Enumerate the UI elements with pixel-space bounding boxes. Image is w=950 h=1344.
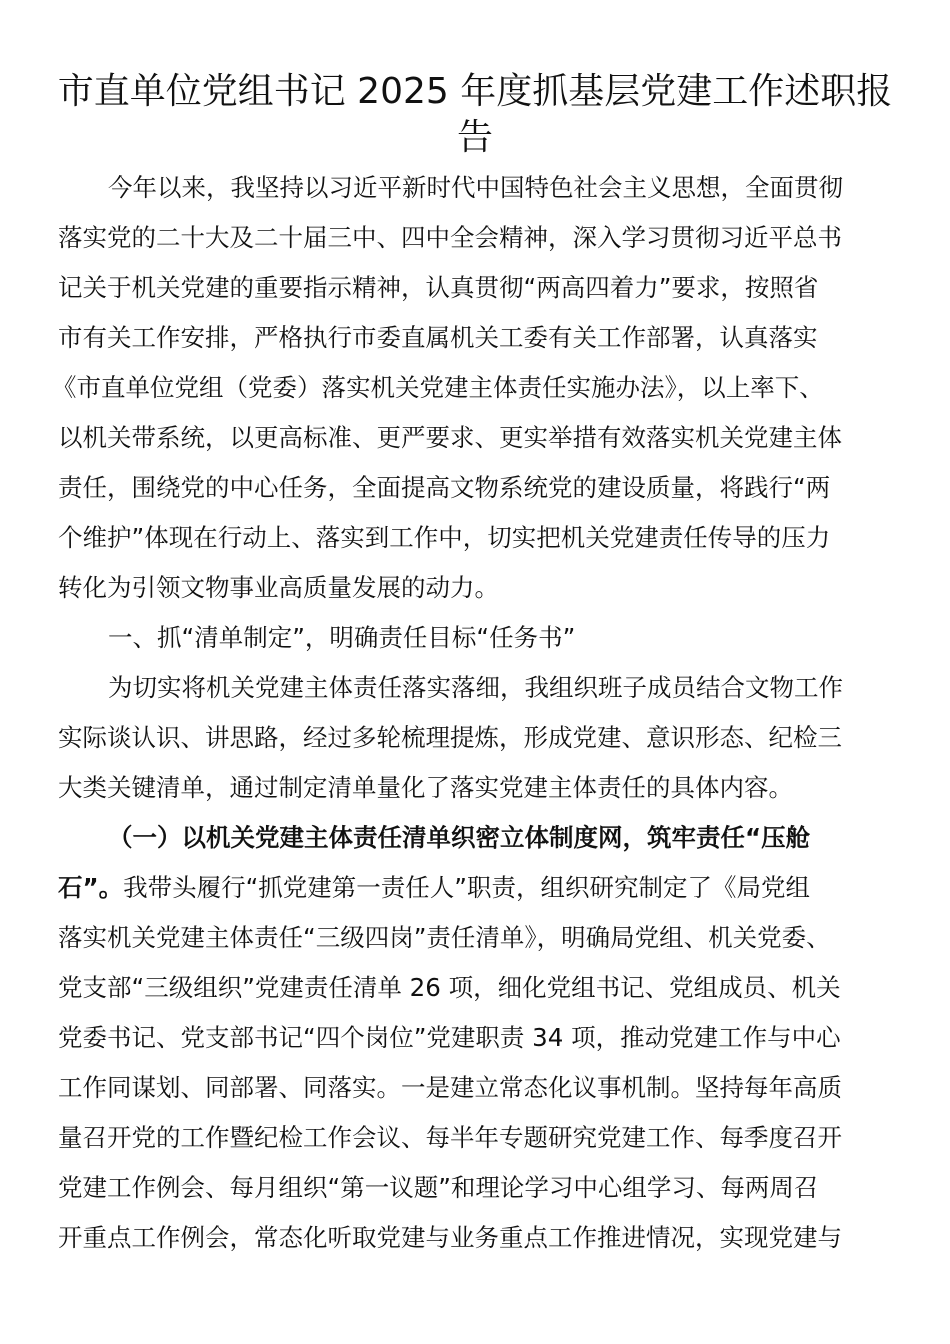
body-line: 《市直单位党组（党委）落实机关党建主体责任实施办法》，以上率下、	[52, 373, 824, 402]
body-line: 党建工作例会、每月组织“第一议题”和理论学习中心组学习、每两周召	[58, 1173, 819, 1202]
body-line: 党支部“三级组织”党建责任清单 26 项，细化党组书记、党组成员、机关	[58, 973, 841, 1002]
section-heading-1: 一、抓“清单制定”，明确责任目标“任务书”	[108, 623, 576, 652]
body-line: 责任，围绕党的中心任务，全面提高文物系统党的建设质量，将践行“两	[58, 473, 831, 502]
body-line: 量召开党的工作暨纪检工作会议、每半年专题研究党建工作、每季度召开	[58, 1123, 842, 1152]
body-line: 落实机关党建主体责任“三级四岗”责任清单》，明确局党组、机关党委、	[58, 923, 831, 952]
body-line: 转化为引领文物事业高质量发展的动力。	[58, 573, 499, 602]
body-line: 记关于机关党建的重要指示精神，认真贯彻“两高四着力”要求，按照省	[58, 273, 819, 302]
body-line: 党委书记、党支部书记“四个岗位”党建职责 34 项，推动党建工作与中心	[58, 1023, 841, 1052]
body-line: 为切实将机关党建主体责任落实落细，我组织班子成员结合文物工作	[108, 673, 843, 702]
body-line: 大类关键清单，通过制定清单量化了落实党建主体责任的具体内容。	[58, 773, 793, 802]
body-line: 开重点工作例会，常态化听取党建与业务重点工作推进情况，实现党建与	[58, 1223, 842, 1252]
document-title-line-2: 告	[456, 117, 493, 158]
body-line: 今年以来，我坚持以习近平新时代中国特色社会主义思想，全面贯彻	[108, 173, 843, 202]
subsection-heading-1: （一）以机关党建主体责任清单织密立体制度网，筑牢责任“压舱	[108, 823, 811, 852]
body-line	[58, 872, 810, 904]
body-line: 个维护”体现在行动上、落实到工作中，切实把机关党建责任传导的压力	[58, 523, 831, 552]
body-text: 我带头履行“抓党建第一责任人”职责，组织研究制定了《局党组	[123, 873, 810, 902]
body-line: 以机关带系统，以更高标准、更严要求、更实举措有效落实机关党建主体	[58, 423, 842, 452]
body-line: 实际谈认识、讲思路，经过多轮梳理提炼，形成党建、意识形态、纪检三	[58, 723, 842, 752]
body-line: 市有关工作安排，严格执行市委直属机关工委有关工作部署，认真落实	[58, 323, 818, 352]
body-line: 落实党的二十大及二十届三中、四中全会精神，深入学习贯彻习近平总书	[58, 223, 842, 252]
subsection-heading-tail: 石”。	[58, 873, 124, 902]
document-title-line-1: 市直单位党组书记 2025 年度抓基层党建工作述职报	[57, 71, 893, 112]
body-line: 工作同谋划、同部署、同落实。一是建立常态化议事机制。坚持每年高质	[58, 1073, 842, 1102]
